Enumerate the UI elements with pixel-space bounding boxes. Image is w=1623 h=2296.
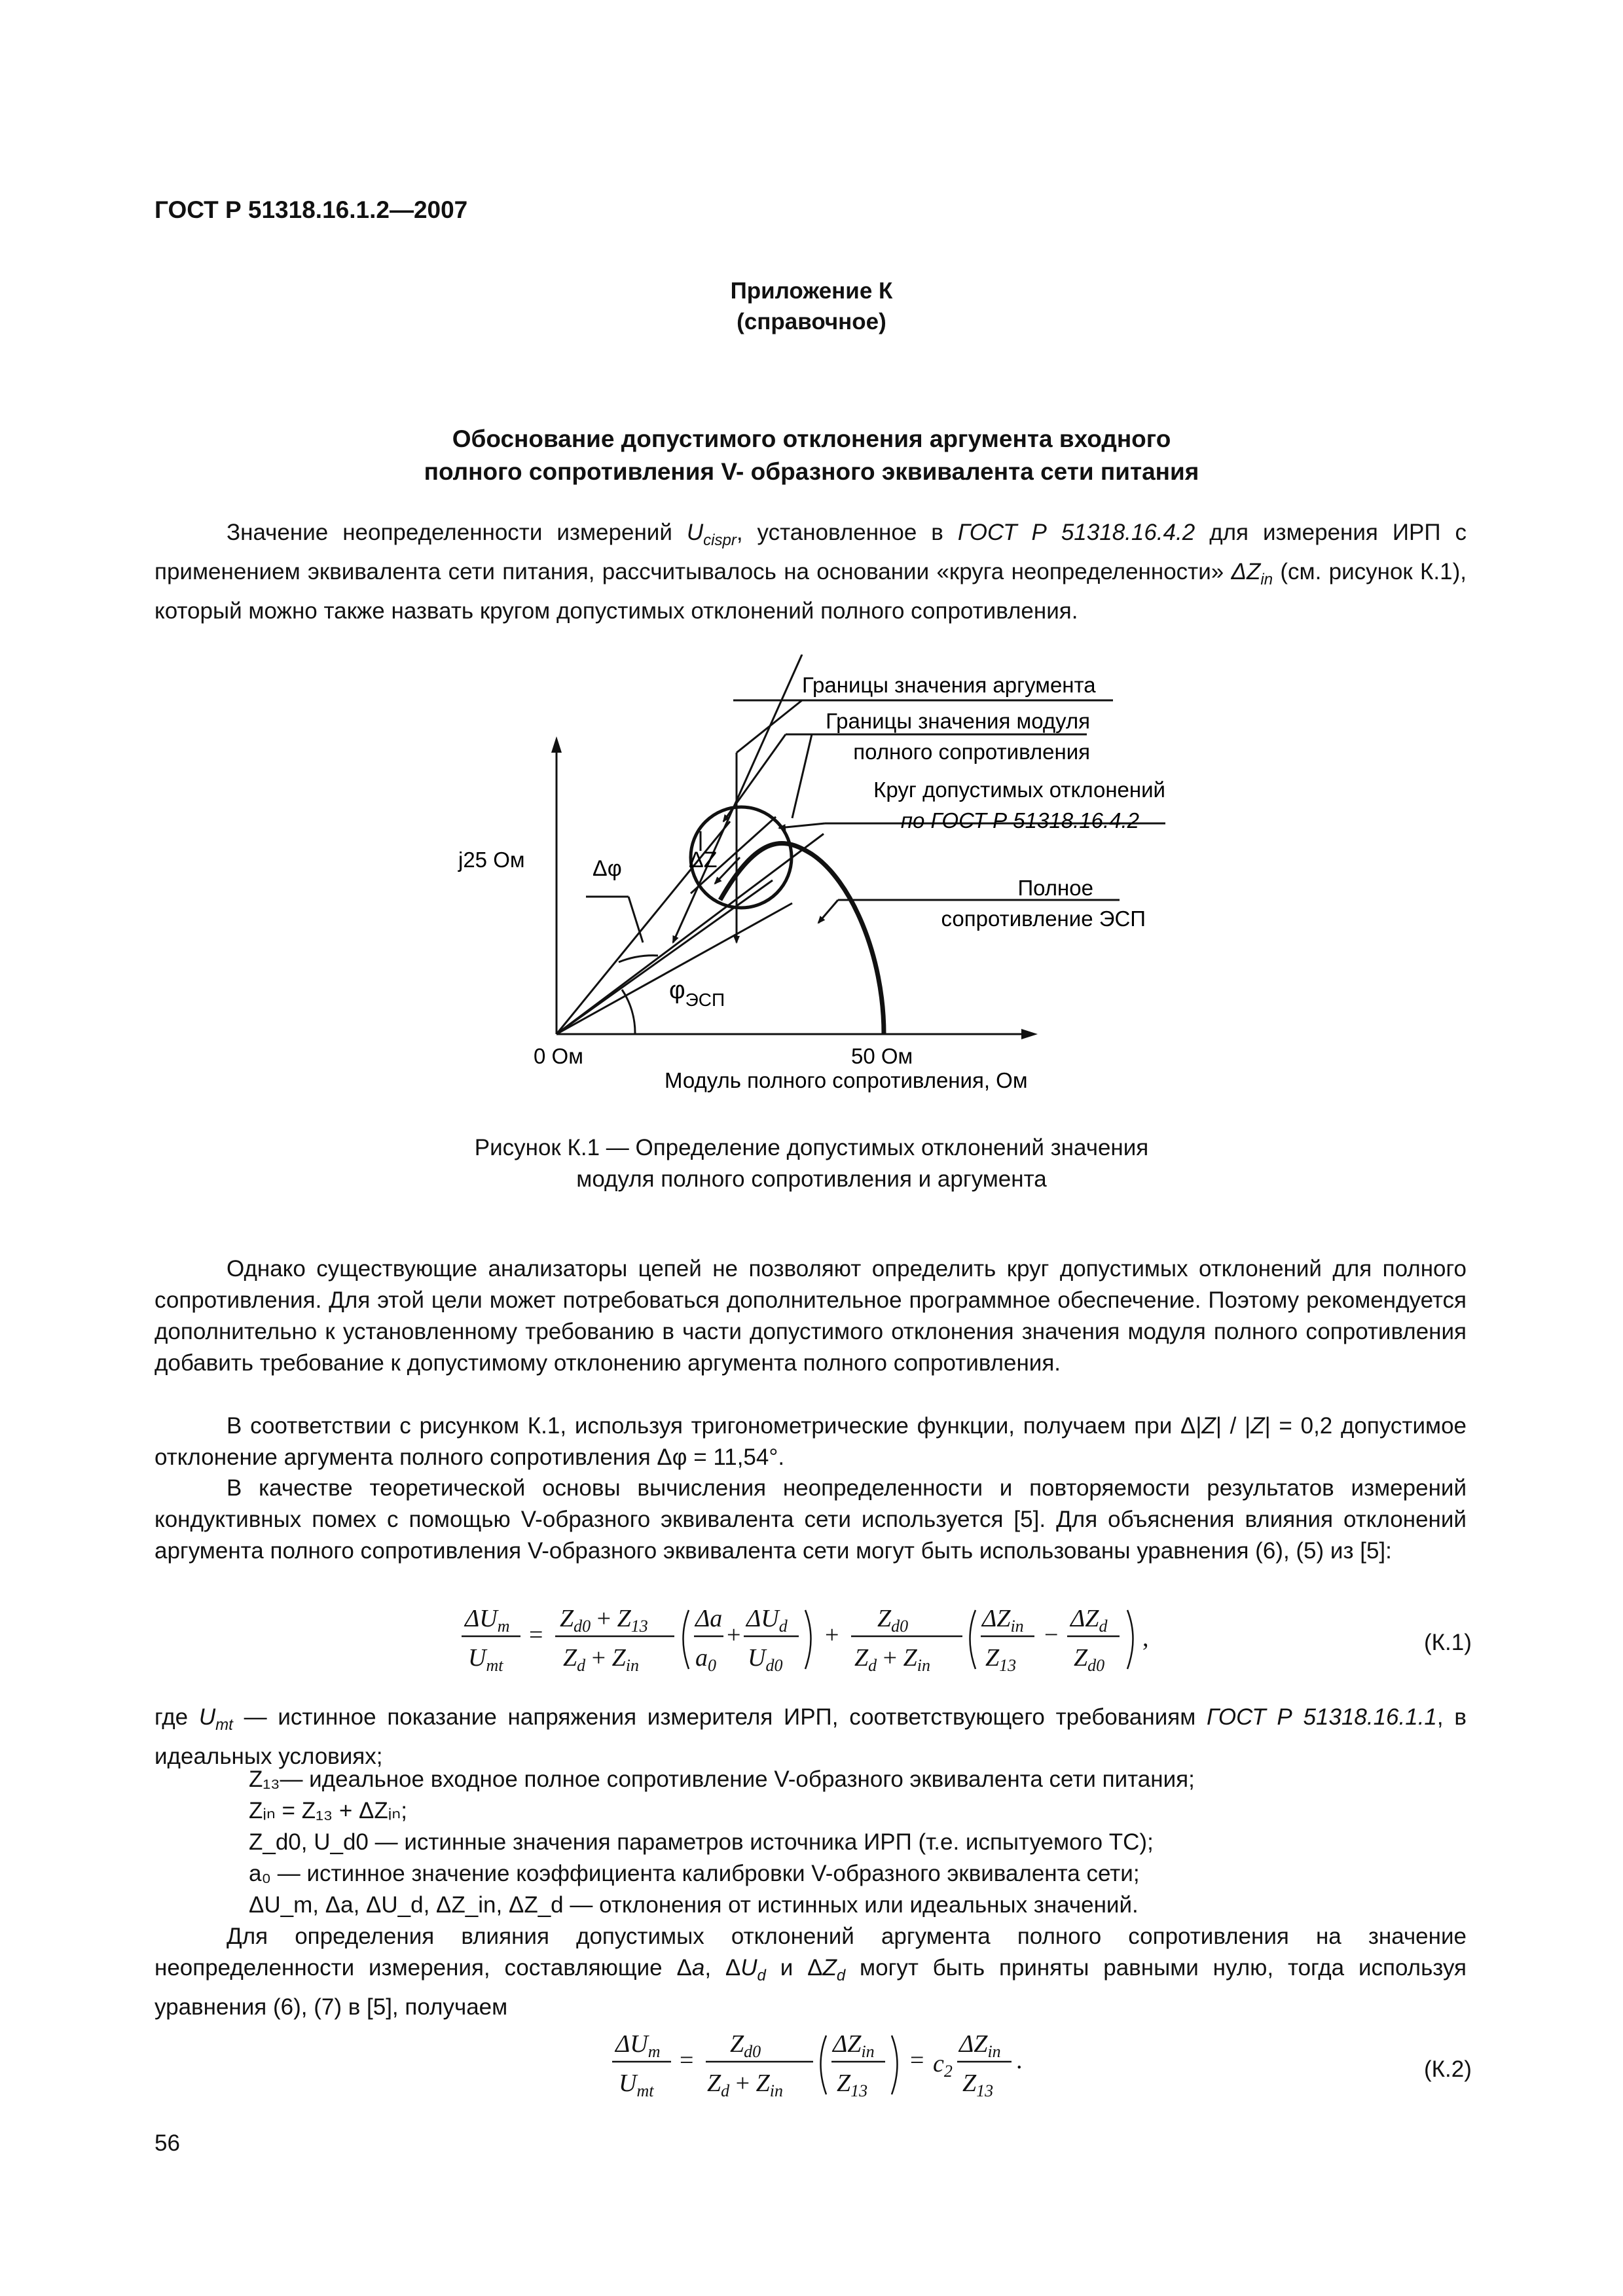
para5-ud-subscript: d xyxy=(757,1967,766,1984)
svg-text:Z13: $Z_{13}$ xyxy=(985,1644,1017,1675)
label-circle-2: по ГОСТ Р 51318.16.4.2 xyxy=(900,808,1139,833)
svg-text:+: + xyxy=(727,1621,741,1649)
svg-text:Zd0: $Z_{d0}$ xyxy=(1074,1644,1105,1675)
paragraph-theory: В качестве теоретической основы вычисления неопределенности и повторяемости результатов измерений кондуктивных помех с помощью V-образного эквивалента сети используется [5]. Для объяснения влияния отклонений аргумента полного сопротивления V-образного эквивалента сети могут быть использованы уравнения (6), (5) из [5]: xyxy=(155,1475,1467,1564)
svg-text:,: , xyxy=(1142,1624,1149,1652)
intro-text-4: (см. рисунок К.1), который можно также назвать кругом допустимых отклонений полного сопротивления. xyxy=(155,559,1467,624)
x-axis-arrow-icon xyxy=(1021,1029,1038,1039)
equation-k1-number: (К.1) xyxy=(1424,1630,1472,1655)
svg-text:−: − xyxy=(1044,1621,1059,1649)
svg-text:Z13: $Z_{13}$ xyxy=(962,2070,994,2100)
svg-text:ΔUm: $\Delta U_m$ xyxy=(615,2030,661,2061)
svg-text:Zd0: $Z_{d0}$ xyxy=(877,1605,909,1636)
para3-text-1: В соответствии с рисунком К.1, используя тригонометрические функции, получаем при Δ| xyxy=(227,1413,1202,1439)
section-title-line1: Обоснование допустимого отклонения аргумента входного xyxy=(452,425,1171,452)
svg-text:=: = xyxy=(529,1621,543,1649)
para5-text-1: Для определения влияния допустимых отклонений аргумента полного сопротивления на значение неопределенности измерения, составляющие Δ xyxy=(155,1924,1467,1981)
intro-reference: ГОСТ Р 51318.16.4.2 xyxy=(957,520,1195,545)
where-text-2: — истинное показание напряжения измерителя ИРП, соответствующего требованиям xyxy=(232,1704,1207,1730)
paragraph-where xyxy=(155,1702,1467,1772)
label-impedance-1: Полное xyxy=(1017,876,1093,900)
svg-text:Umt: $U_{mt}$ xyxy=(619,2070,654,2100)
label-circle-1: Круг допустимых отклонений xyxy=(873,778,1165,802)
svg-text:ΔZd: $\Delta Z_d$ xyxy=(1070,1605,1108,1636)
svg-text:Δa: Δa xyxy=(695,1605,723,1632)
figure-caption-line1: Рисунок К.1 — Определение допустимых отклонений значения xyxy=(474,1135,1149,1160)
svg-text:ΔZin: $\Delta Z_{in}$ xyxy=(982,1605,1024,1636)
definition-zin: Zᵢₙ = Z₁₃ + ΔZᵢₙ; xyxy=(249,1798,407,1823)
para5-text-4: могут быть приняты равными нулю, тогда используя уравнения (6), (7) в [5], получаем xyxy=(155,1955,1467,2020)
intro-text-3: для измерения ИРП с применением эквивалента сети питания, рассчитывалось на основании «круга неопределенности» xyxy=(155,520,1467,584)
intro-dz-symbol: ΔZ xyxy=(1231,559,1261,584)
para5-zd-subscript: d xyxy=(836,1967,846,1984)
para5-zd: Z xyxy=(822,1955,837,1981)
svg-text:ΔZin: $\Delta Z_{in}$ xyxy=(833,2030,875,2061)
where-u-subscript: mt xyxy=(215,1716,233,1734)
svg-text:ΔUd: $\Delta U_d$ xyxy=(746,1605,788,1636)
label-phi: $\varphi_{ЭСП}$ xyxy=(669,977,725,1010)
label-mod-bounds-1: Границы значения модуля xyxy=(826,709,1090,733)
label-x-zero: 0 Ом xyxy=(534,1044,583,1068)
svg-text:+: + xyxy=(825,1621,839,1649)
leader-arg-bounds-2 xyxy=(737,700,802,753)
svg-text:Zd + Zin: $Z_d + Z_{in}$ xyxy=(707,2070,783,2100)
svg-text:.: . xyxy=(1016,2047,1023,2074)
svg-text:Zd + Zin: $Z_d + Z_{in}$ xyxy=(563,1644,639,1675)
definition-z13: Z₁₃— идеальное входное полное сопротивление V-образного эквивалента сети питания; xyxy=(249,1767,1195,1792)
page-number: 56 xyxy=(155,2130,180,2156)
intro-paragraph xyxy=(155,517,1467,627)
appendix-subtitle: (справочное) xyxy=(737,309,886,334)
label-x-axis: Модуль полного сопротивления, Ом xyxy=(665,1068,1028,1092)
where-text-3: , в идеальных условиях; xyxy=(155,1704,1467,1769)
where-u-symbol: U xyxy=(198,1704,216,1730)
para3-text-3: | = 0,2 допустимое отклонение аргумента полного сопротивления Δφ = 11,54°. xyxy=(155,1413,1467,1470)
label-x-fifty: 50 Ом xyxy=(851,1044,913,1068)
section-title-line2: полного сопротивления V- образного эквивалента сети питания xyxy=(424,458,1199,485)
paragraph-trig xyxy=(155,1410,1467,1473)
leader-mod-bounds-3 xyxy=(792,734,812,818)
para5-text-3: и Δ xyxy=(765,1955,823,1981)
para5-a: a xyxy=(691,1955,705,1981)
para5-ud: U xyxy=(740,1955,757,1981)
label-impedance-2: сопротивление ЭСП xyxy=(941,906,1146,931)
dphi-arc xyxy=(619,956,658,962)
label-mod-bounds-2: полного сопротивления xyxy=(853,740,1090,764)
svg-text:=: = xyxy=(910,2047,924,2074)
y-axis-arrow-icon xyxy=(551,736,562,753)
equation-k2-number: (К.2) xyxy=(1424,2056,1472,2082)
para5-text-2: , Δ xyxy=(704,1955,741,1981)
label-arg-bounds: Границы значения аргумента xyxy=(802,673,1096,697)
svg-text:Zd + Zin: $Z_d + Z_{in}$ xyxy=(854,1644,930,1675)
svg-text:Z13: $Z_{13}$ xyxy=(837,2070,868,2100)
radial-line-3 xyxy=(556,880,773,1034)
definition-zd0: Z_d0, U_d0 — истинные значения параметров источника ИРП (т.е. испытуемого ТС); xyxy=(249,1829,1154,1855)
label-y-axis: j25 Ом xyxy=(458,848,525,872)
document-header: ГОСТ Р 51318.16.1.2—2007 xyxy=(155,196,468,223)
leader-impedance-2 xyxy=(818,900,838,923)
svg-text:Umt: $U_{mt}$ xyxy=(468,1644,503,1675)
svg-text:Zd0: $Z_{d0}$ xyxy=(730,2030,761,2061)
impedance-diagram xyxy=(432,655,1192,1100)
svg-text:ΔUm: $\Delta U_m$ xyxy=(465,1605,510,1636)
svg-text:a0: $a_0$ xyxy=(695,1644,716,1675)
svg-text:Zd0 + Z13: $Z_{d0} + Z_{13}$ xyxy=(560,1605,648,1636)
para3-text-2: | / | xyxy=(1215,1413,1251,1439)
svg-text:=: = xyxy=(680,2047,694,2074)
svg-text:c2: $c_2$ xyxy=(933,2050,953,2081)
svg-text:ΔZin: $\Delta Z_{in}$ xyxy=(959,2030,1001,2061)
label-dphi: Δφ xyxy=(593,856,622,881)
impedance-curve xyxy=(720,843,884,1034)
paragraph-conclusion xyxy=(155,1921,1467,2023)
radial-line-4 xyxy=(556,903,792,1034)
where-reference: ГОСТ Р 51318.16.1.1 xyxy=(1207,1704,1437,1730)
intro-u-symbol: U xyxy=(686,520,704,545)
figure-caption-line2: модуля полного сопротивления и аргумента xyxy=(576,1166,1047,1192)
leader-circle-2 xyxy=(779,823,825,828)
intro-text-1: Значение неопределенности измерений xyxy=(227,520,687,545)
paragraph-analyzers: Однако существующие анализаторы цепей не позволяют определить круг допустимых отклонений для полного сопротивления. Для этой цели может потребоваться дополнительное программное обеспечение. Поэтому рекомендуется дополнительно к установленному требованию в части допустимого отклонения значения модуля полного сопротивления добавить требование к допустимому отклонению аргумента полного сопротивления. xyxy=(155,1256,1467,1376)
svg-text:Ud0: $U_{d0}$ xyxy=(748,1644,783,1675)
equation-k2 xyxy=(609,2026,1028,2104)
label-dz: ΔZ xyxy=(689,848,718,872)
para3-z2: Z xyxy=(1250,1413,1265,1439)
intro-text-2: , установленное в xyxy=(736,520,958,545)
intro-u-subscript: cispr xyxy=(703,531,737,549)
where-text-1: где xyxy=(155,1704,199,1730)
intro-dz-subscript: in xyxy=(1260,571,1273,588)
appendix-title: Приложение К xyxy=(730,278,893,304)
equation-k1 xyxy=(458,1600,1165,1679)
para3-z1: Z xyxy=(1201,1413,1216,1439)
definition-deviations: ΔU_m, Δa, ΔU_d, ΔZ_in, ΔZ_d — отклонения от истинных или идеальных значений. xyxy=(249,1892,1139,1918)
definition-a0: a₀ — истинное значение коэффициента калибровки V-образного эквивалента сети; xyxy=(249,1861,1140,1886)
